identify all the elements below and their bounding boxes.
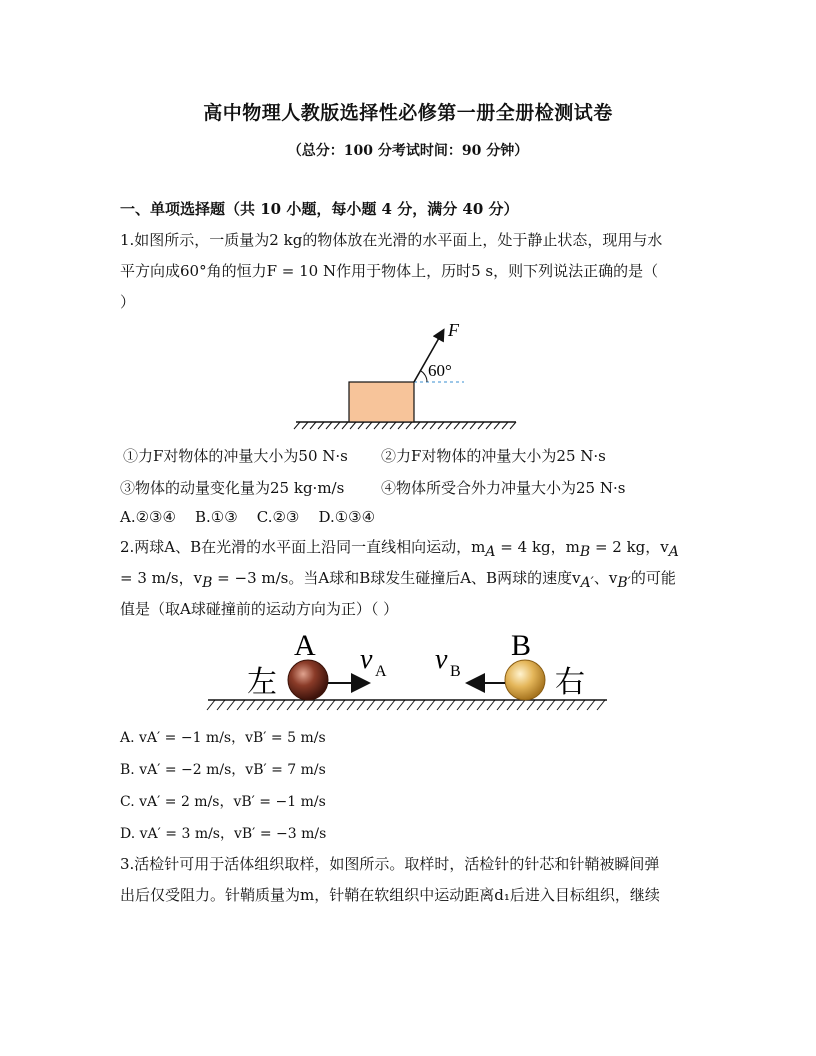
q1-figure	[290, 318, 520, 432]
label-vb-sub: B	[450, 663, 461, 680]
section-heading: 一、单项选择题（共 10 小题，每小题 4 分，满分 40 分）	[120, 200, 519, 218]
page-title: 高中物理人教版选择性必修第一册全册检测试卷	[203, 102, 613, 124]
q1-text-line2: 平方向成60°角的恒力F = 10 N作用于物体上，历时5 s，则下列说法正确的是（	[120, 262, 659, 280]
q2-option-b: B. vA′ = −2 m/s，vB′ = 7 m/s	[120, 762, 326, 778]
angle-label: 60°	[428, 361, 452, 380]
label-vb: v	[435, 644, 448, 675]
label-ball-a: A	[294, 629, 316, 662]
q1-statement-2: ②力F对物体的冲量大小为25 N·s	[381, 447, 606, 465]
ground-hatch-2	[207, 700, 605, 710]
block	[349, 382, 414, 422]
q3-text-line2: 出后仅受阻力。针鞘质量为m，针鞘在软组织中运动距离d₁后进入目标组织，继续	[120, 886, 660, 904]
ball-a	[288, 660, 328, 700]
label-va: v	[360, 644, 373, 675]
label-left: 左	[247, 666, 277, 699]
q2-text-line2: = 3 m/s，$v_B = -3$ m/s。当A球和B球发生碰撞后A、B两球的速度$v_{A'}$、$v_{B'}$的可能	[120, 569, 676, 591]
label-right: 右	[555, 666, 585, 699]
force-label: F	[448, 320, 459, 340]
q1-statement-1: ①力F对物体的冲量大小为50 N·s	[123, 447, 348, 465]
q2-option-c: C. vA′ = 2 m/s，vB′ = −1 m/s	[120, 794, 326, 810]
q1-statement-3: ③物体的动量变化量为25 kg·m/s	[120, 479, 345, 497]
angle-arc	[421, 371, 428, 382]
q2-text-line1: 2.两球A、B在光滑的水平面上沿同一直线相向运动，$m_A = 4$ kg，$m_B = 2$ kg，$v_A$	[120, 538, 679, 560]
q2-figure	[205, 628, 615, 716]
q2-option-d: D. vA′ = 3 m/s，vB′ = −3 m/s	[120, 826, 327, 842]
q1-text-line3: ）	[120, 293, 136, 311]
label-va-sub: A	[375, 663, 387, 680]
q1-statement-4: ④物体所受合外力冲量大小为25 N·s	[381, 479, 626, 497]
ball-b	[505, 660, 545, 700]
q3-text-line1: 3.活检针可用于活体组织取样，如图所示。取样时，活检针的针芯和针鞘被瞬间弹	[120, 855, 660, 873]
label-ball-b: B	[511, 629, 532, 662]
ground-hatch	[294, 422, 516, 429]
q2-option-a: A. vA′ = −1 m/s，vB′ = 5 m/s	[120, 730, 326, 746]
page-subtitle: （总分：100 分考试时间：90 分钟）	[287, 143, 529, 159]
q2-text-line3: 值是（取A球碰撞前的运动方向为正）（ ）	[120, 600, 399, 618]
q1-text-line1: 1.如图所示，一质量为2 kg的物体放在光滑的水平面上，处于静止状态，现用与水	[120, 231, 663, 249]
q1-choices: A.②③④ B.①③ C.②③ D.①③④	[120, 508, 376, 526]
